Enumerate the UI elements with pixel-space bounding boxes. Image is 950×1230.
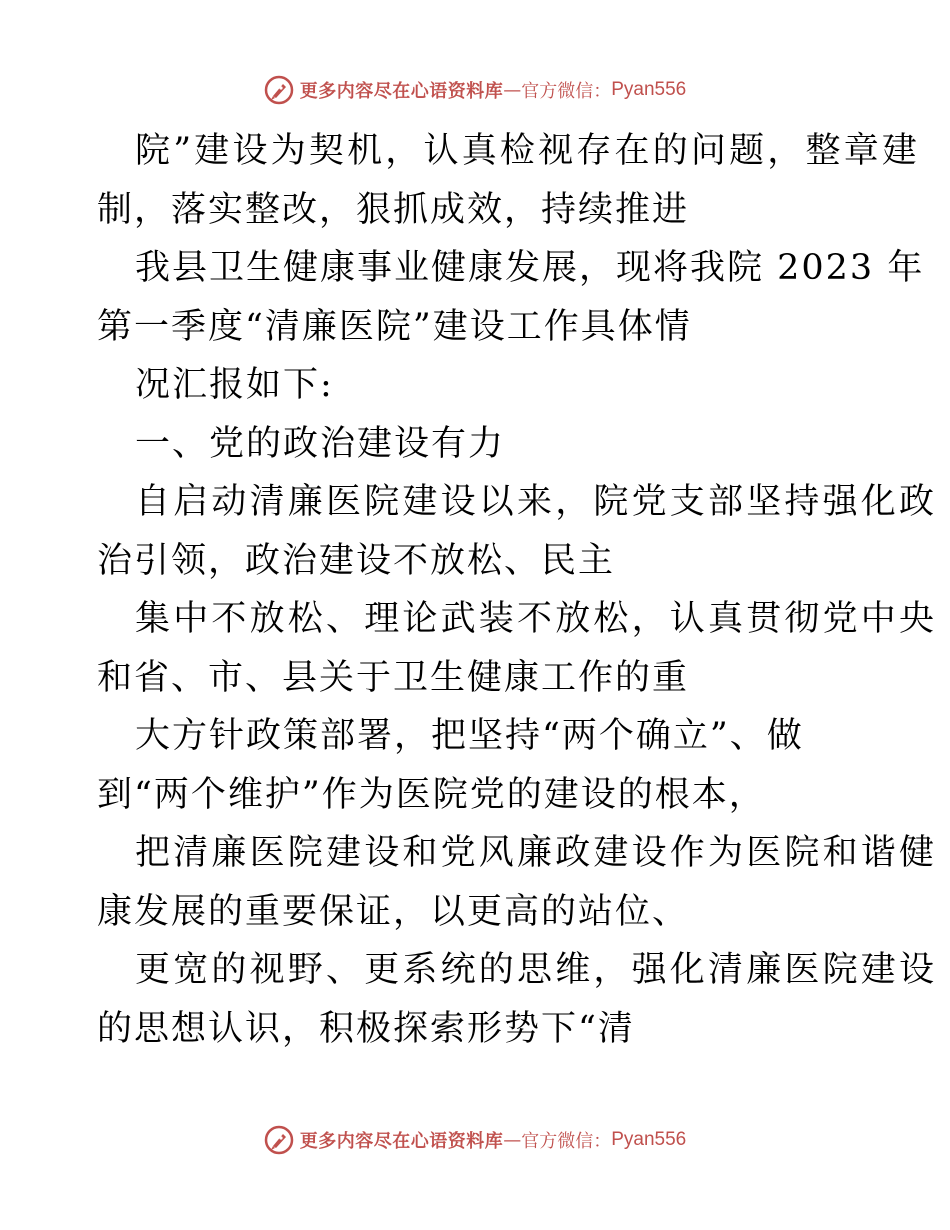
body-line: 况汇报如下:	[135, 365, 334, 405]
body-line: 我县卫生健康事业健康发展，现将我院 2023 年	[135, 248, 925, 288]
body-line: 自启动清廉医院建设以来，院党支部坚持强化政	[135, 482, 938, 522]
body-line: 更宽的视野、更系统的思维，强化清廉医院建设	[135, 950, 938, 990]
body-line: 到“两个维护”作为医院党的建设的根本，	[97, 774, 766, 815]
banner-wechat-label: 官方微信：	[521, 1131, 612, 1152]
document-body	[97, 122, 938, 1058]
body-line: 治引领，政治建设不放松、民主	[97, 540, 616, 581]
body-line: 制，落实整改，狠抓成效，持续推进	[97, 189, 690, 230]
banner-wechat-label: 官方微信：	[521, 81, 612, 102]
body-line: 院”建设为契机，认真检视存在的问题，整章建	[135, 131, 921, 171]
pen-nib-logo-icon	[264, 1125, 294, 1155]
section-heading: 一、党的政治建设有力	[135, 423, 506, 464]
body-line: 的思想认识，积极探索形势下“清	[97, 1008, 635, 1049]
banner-wechat-id: Pyan556	[611, 79, 687, 100]
body-line: 第一季度“清廉医院”建设工作具体情	[97, 306, 692, 347]
footer-banner	[0, 1120, 950, 1160]
header-banner	[0, 70, 950, 110]
body-line: 大方针政策部署，把坚持“两个确立”、做	[135, 716, 804, 756]
banner-separator: —	[503, 1129, 522, 1151]
pen-nib-logo-icon	[264, 75, 294, 105]
banner-text: 更多内容尽在心语资料库	[299, 81, 504, 102]
body-line: 康发展的重要保证，以更高的站位、	[97, 891, 690, 932]
banner-text: 更多内容尽在心语资料库	[299, 1131, 504, 1152]
body-line: 把清廉医院建设和党风廉政建设作为医院和谐健	[135, 833, 938, 873]
banner-wechat-id: Pyan556	[611, 1129, 687, 1150]
body-line: 和省、市、县关于卫生健康工作的重	[97, 657, 690, 698]
banner-separator: —	[503, 79, 522, 101]
body-line: 集中不放松、理论武装不放松，认真贯彻党中央	[135, 599, 938, 639]
